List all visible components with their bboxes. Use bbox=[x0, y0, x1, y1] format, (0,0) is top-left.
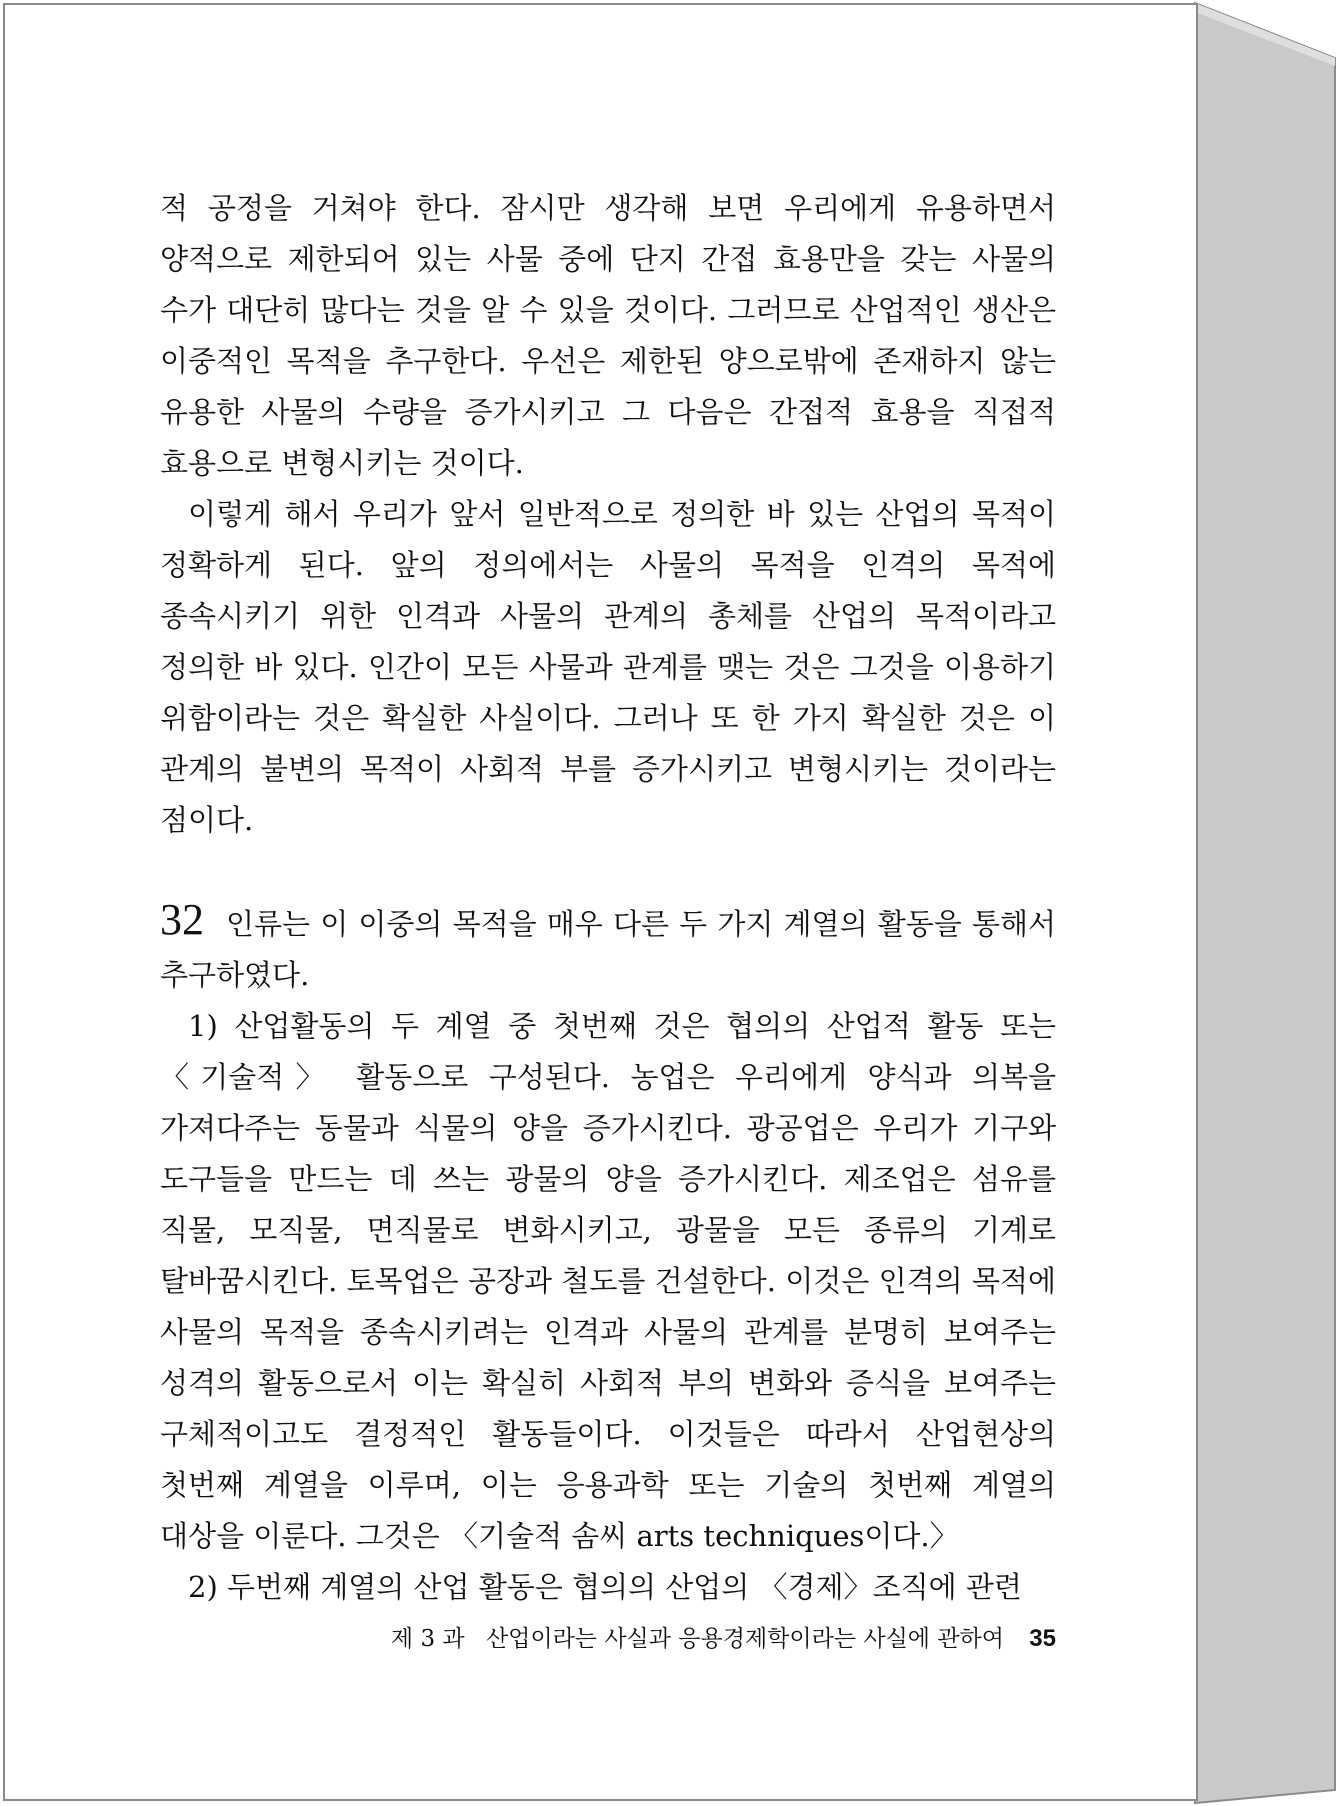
running-footer bbox=[300, 1622, 1056, 1656]
section-number: 32 bbox=[160, 895, 204, 944]
numbered-point: 1) 산업활동의 두 계열 중 첫번째 것은 협의의 산업적 활동 또는 〈기술적〉 활동으로 구성된다. 농업은 우리에게 양식과 의복을 가져다주는 동물과 식물의 양을 증가시킨다. 광공업은 우리가 기구와 도구들을 만드는 데 쓰는 광물의 양을 증가시킨다. 제조업은 섬유를 직물, 모직물, 면직물로 변화시키고, 광물을 모든 종류의 기계로 탈바꿈시킨다. 토목업은 공장과 철도를 건설한다. 이것은 인격의 목적에 사물의 목적을 종속시키려는 인격과 사물의 관계를 분명히 보여주는 성격의 활동으로서 이는 확실히 사회적 부의 변화와 증식을 보여주는 구체적이고도 결정적인 활동들이다. 이것들은 따라서 산업현상의 첫번째 계열을 이루며, 이는 응용과학 또는 기술의 첫번째 계열의 대상을 이룬다. 그것은 〈기술적 솜씨 arts techniques이다.〉 bbox=[160, 1009, 1056, 1553]
section-paragraph bbox=[160, 894, 1056, 1001]
paragraph: 적 공정을 거쳐야 한다. 잠시만 생각해 보면 우리에게 유용하면서 양적으로 제한되어 있는 사물 중에 단지 간접 효용만을 갖는 사물의 수가 대단히 많다는 것을 알 수 있을 것이다. 그러므로 산업적인 생산은 이중적인 목적을 추구한다. 우선은 제한된 양으로밖에 존재하지 않는 유용한 사물의 수량을 증가시키고 그 다음은 간접적 효용을 직접적 효용으로 변형시키는 것이다. bbox=[160, 191, 1056, 480]
numbered-point: 2) 두번째 계열의 산업 활동은 협의의 산업의 〈경제〉조직에 관련 bbox=[188, 1570, 1022, 1604]
footer-chapter: 제 3 과 bbox=[390, 1626, 465, 1652]
paragraph: 이렇게 해서 우리가 앞서 일반적으로 정의한 바 있는 산업의 목적이 정확하게 된다. 앞의 정의에서는 사물의 목적을 인격의 목적에 종속시키기 위한 인격과 사물의 관계의 총체를 산업의 목적이라고 정의한 바 있다. 인간이 모든 사물과 관계를 맺는 것은 그것을 이용하기 위함이라는 것은 확실한 사실이다. 그러나 또 한 가지 확실한 것은 이 관계의 불변의 목적이 사회적 부를 증가시키고 변형시키는 것이라는 점이다. bbox=[160, 497, 1056, 837]
page-number: 35 bbox=[1029, 1625, 1056, 1652]
section-lead: 인류는 이 이중의 목적을 매우 다른 두 가지 계열의 활동을 통해서 추구하였다. bbox=[160, 907, 1056, 992]
footer-title: 산업이라는 사실과 응용경제학이라는 사실에 관하여 bbox=[485, 1626, 1004, 1652]
body-text bbox=[160, 183, 1056, 1613]
